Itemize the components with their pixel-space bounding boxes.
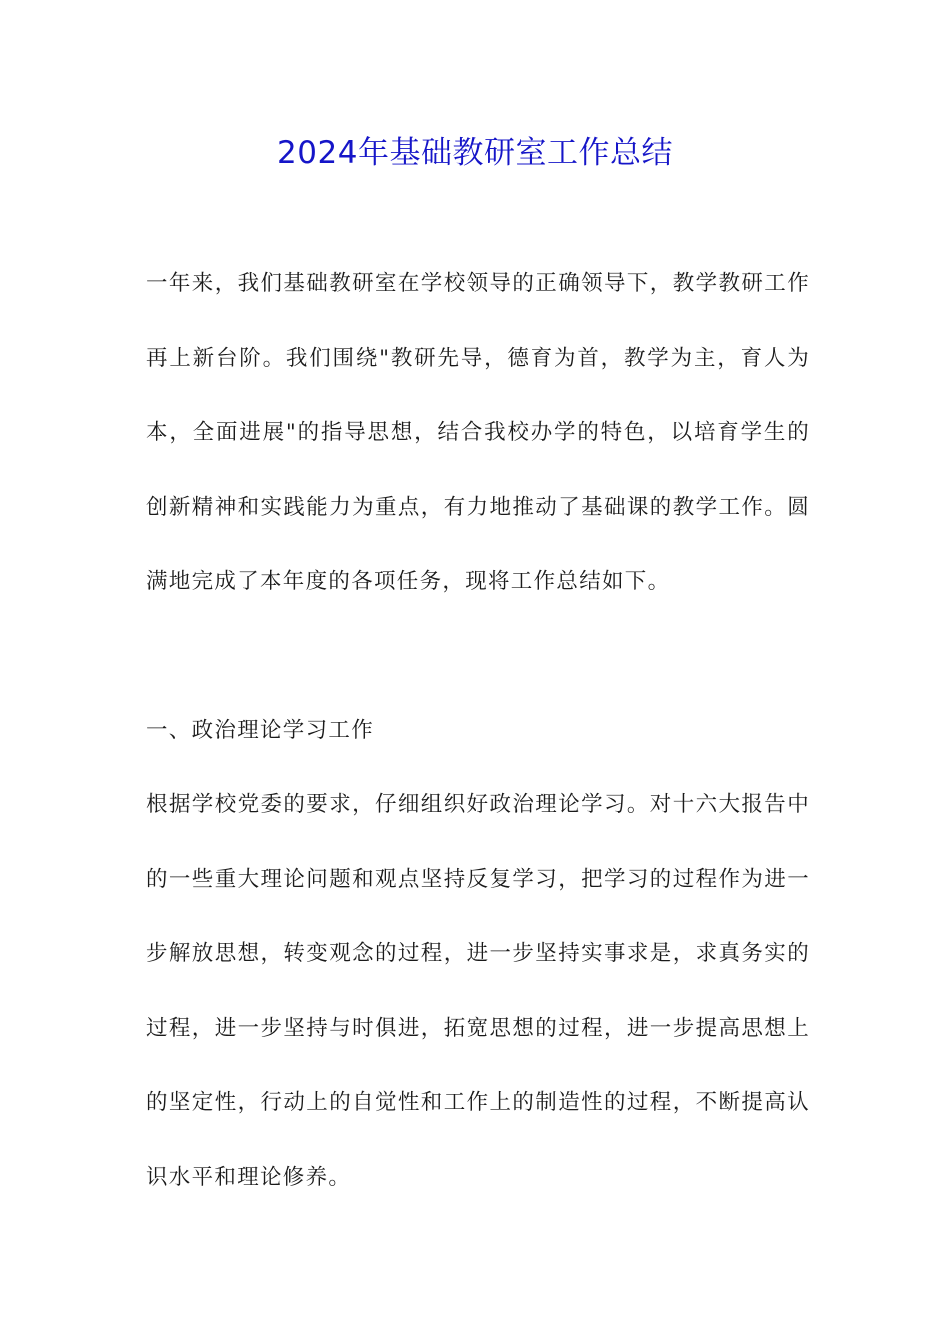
section1-body-text: 根据学校党委的要求，仔细组织好政治理论学习。对十六大报告中的一些重大理论问题和观点坚持反复学习，把学习的过程作为进一步解放思想，转变观念的过程，进一步坚持实事求是，求真务实的过程，进一步坚持与时俱进，拓宽思想的过程，进一步提高思想上的坚定性，行动上的自觉性和工作上的制造性的过程，不断提高认识水平和理论修养。 xyxy=(146,792,810,1190)
intro-paragraph xyxy=(146,247,810,620)
section1-paragraph xyxy=(146,768,810,1215)
section1-heading-text: 一、政治理论学习工作 xyxy=(146,718,375,743)
intro-text: 一年来，我们基础教研室在学校领导的正确领导下，教学教研工作再上新台阶。我们围绕"教研先导，德育为首，教学为主，育人为本，全面进展"的指导思想，结合我校办学的特色，以培育学生的创新精神和实践能力为重点，有力地推动了基础课的教学工作。圆满地完成了本年度的各项任务，现将工作总结如下。 xyxy=(146,271,810,594)
section-heading xyxy=(146,694,810,769)
document-title: 2024年基础教研室工作总结 xyxy=(277,135,673,171)
